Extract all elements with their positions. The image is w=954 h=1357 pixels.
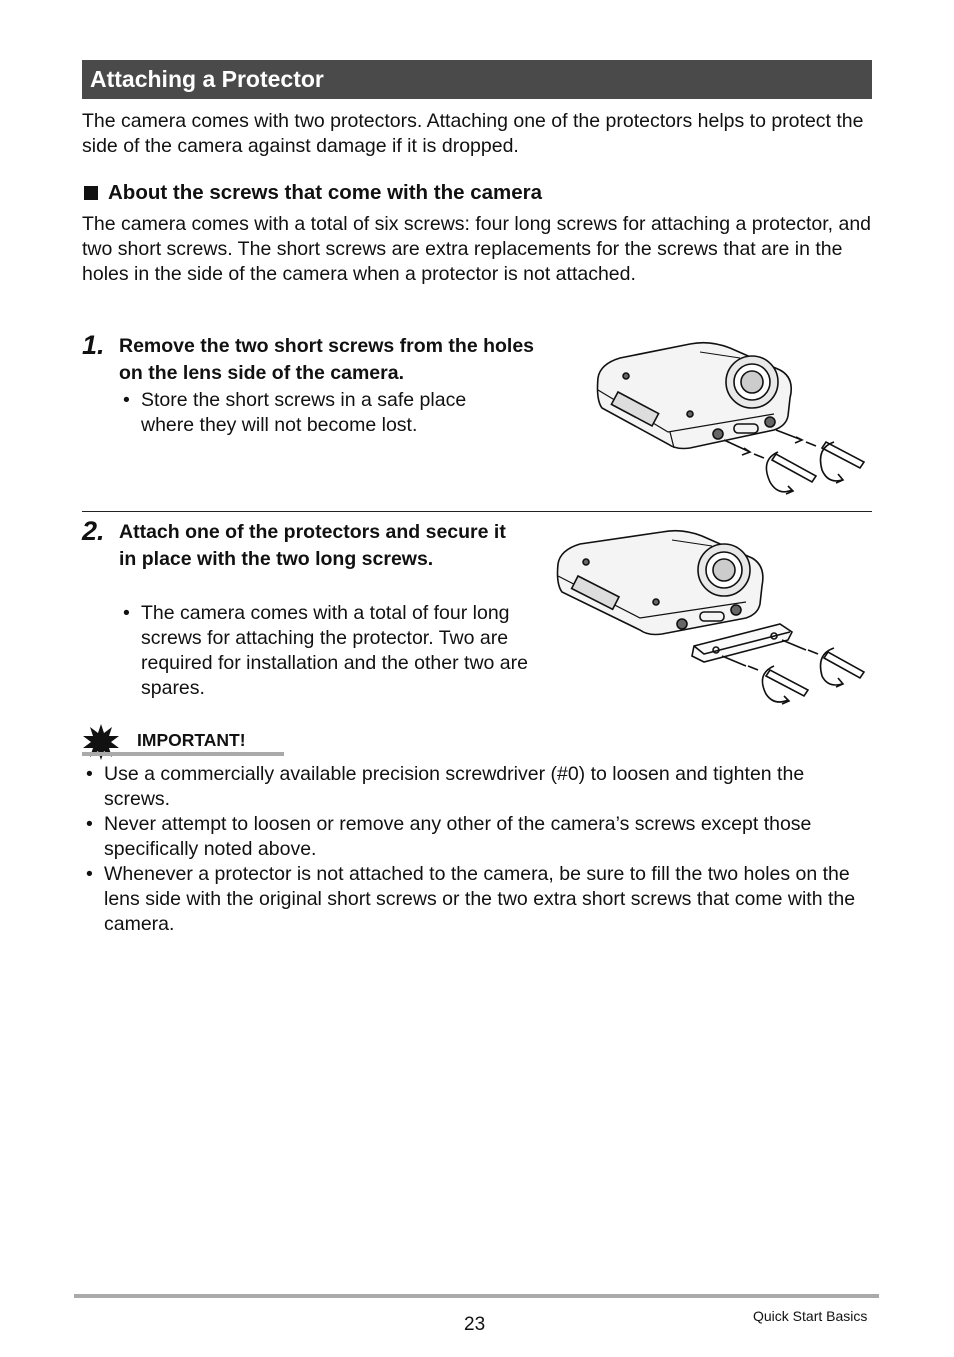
step-1-title: Remove the two short screws from the holes on the lens side of the camera. (119, 335, 535, 384)
important-underline (82, 752, 284, 756)
bullet-dot: • (86, 813, 93, 835)
screws-heading-text: About the screws that come with the camera (108, 181, 543, 204)
page-number: 23 (464, 1314, 486, 1335)
list-item (119, 601, 539, 701)
important-label: IMPORTANT! (137, 730, 246, 750)
step-1-number: 1. (82, 330, 105, 360)
section-title: Attaching a Protector (82, 60, 872, 99)
list-item-text: Use a commercially available precision screwdriver (#0) to loosen and tighten the screws. (104, 763, 805, 810)
square-bullet-icon (84, 186, 98, 200)
screws-paragraph: The camera comes with a total of six screws: four long screws for attaching a protector, and two short screws. The short screws are extra replacements for the screws that are in the holes in the side of the camera when a protector is not attached. (82, 213, 872, 285)
bullet-dot: • (123, 602, 130, 624)
camera-protector-attach-illustration (552, 528, 870, 708)
camera-screw-removal-illustration (590, 338, 870, 500)
important-bullets (82, 762, 872, 937)
footer-rule (74, 1294, 879, 1298)
list-item-text: The camera comes with a total of four long screws for attaching the protector. Two are required for installation and the other two are spares. (141, 602, 528, 699)
step-1-bullets (119, 388, 519, 438)
list-item-text: Store the short screws in a safe place where they will not become lost. (141, 389, 467, 436)
step-divider (82, 511, 872, 512)
intro-paragraph: The camera comes with two protectors. Attaching one of the protectors helps to protect the side of the camera against damage if it is dropped. (82, 110, 864, 157)
list-item (82, 762, 872, 812)
step-2-number: 2. (82, 516, 105, 546)
list-item-text: Whenever a protector is not attached to the camera, be sure to fill the two holes on the lens side with the original short screws or the two extra short screws that come with the camera. (104, 863, 856, 935)
bullet-dot: • (86, 863, 93, 885)
step-2-title: Attach one of the protectors and secure it in place with the two long screws. (119, 521, 506, 570)
screws-heading (84, 180, 874, 205)
footer-section-name: Quick Start Basics (753, 1308, 868, 1324)
bullet-dot: • (123, 389, 130, 411)
list-item (82, 862, 872, 937)
list-item (119, 388, 519, 438)
list-item-text: Never attempt to loosen or remove any other of the camera’s screws except those specifically noted above. (104, 813, 812, 860)
bullet-dot: • (86, 763, 93, 785)
step-2-bullets (119, 601, 539, 701)
list-item (82, 812, 872, 862)
